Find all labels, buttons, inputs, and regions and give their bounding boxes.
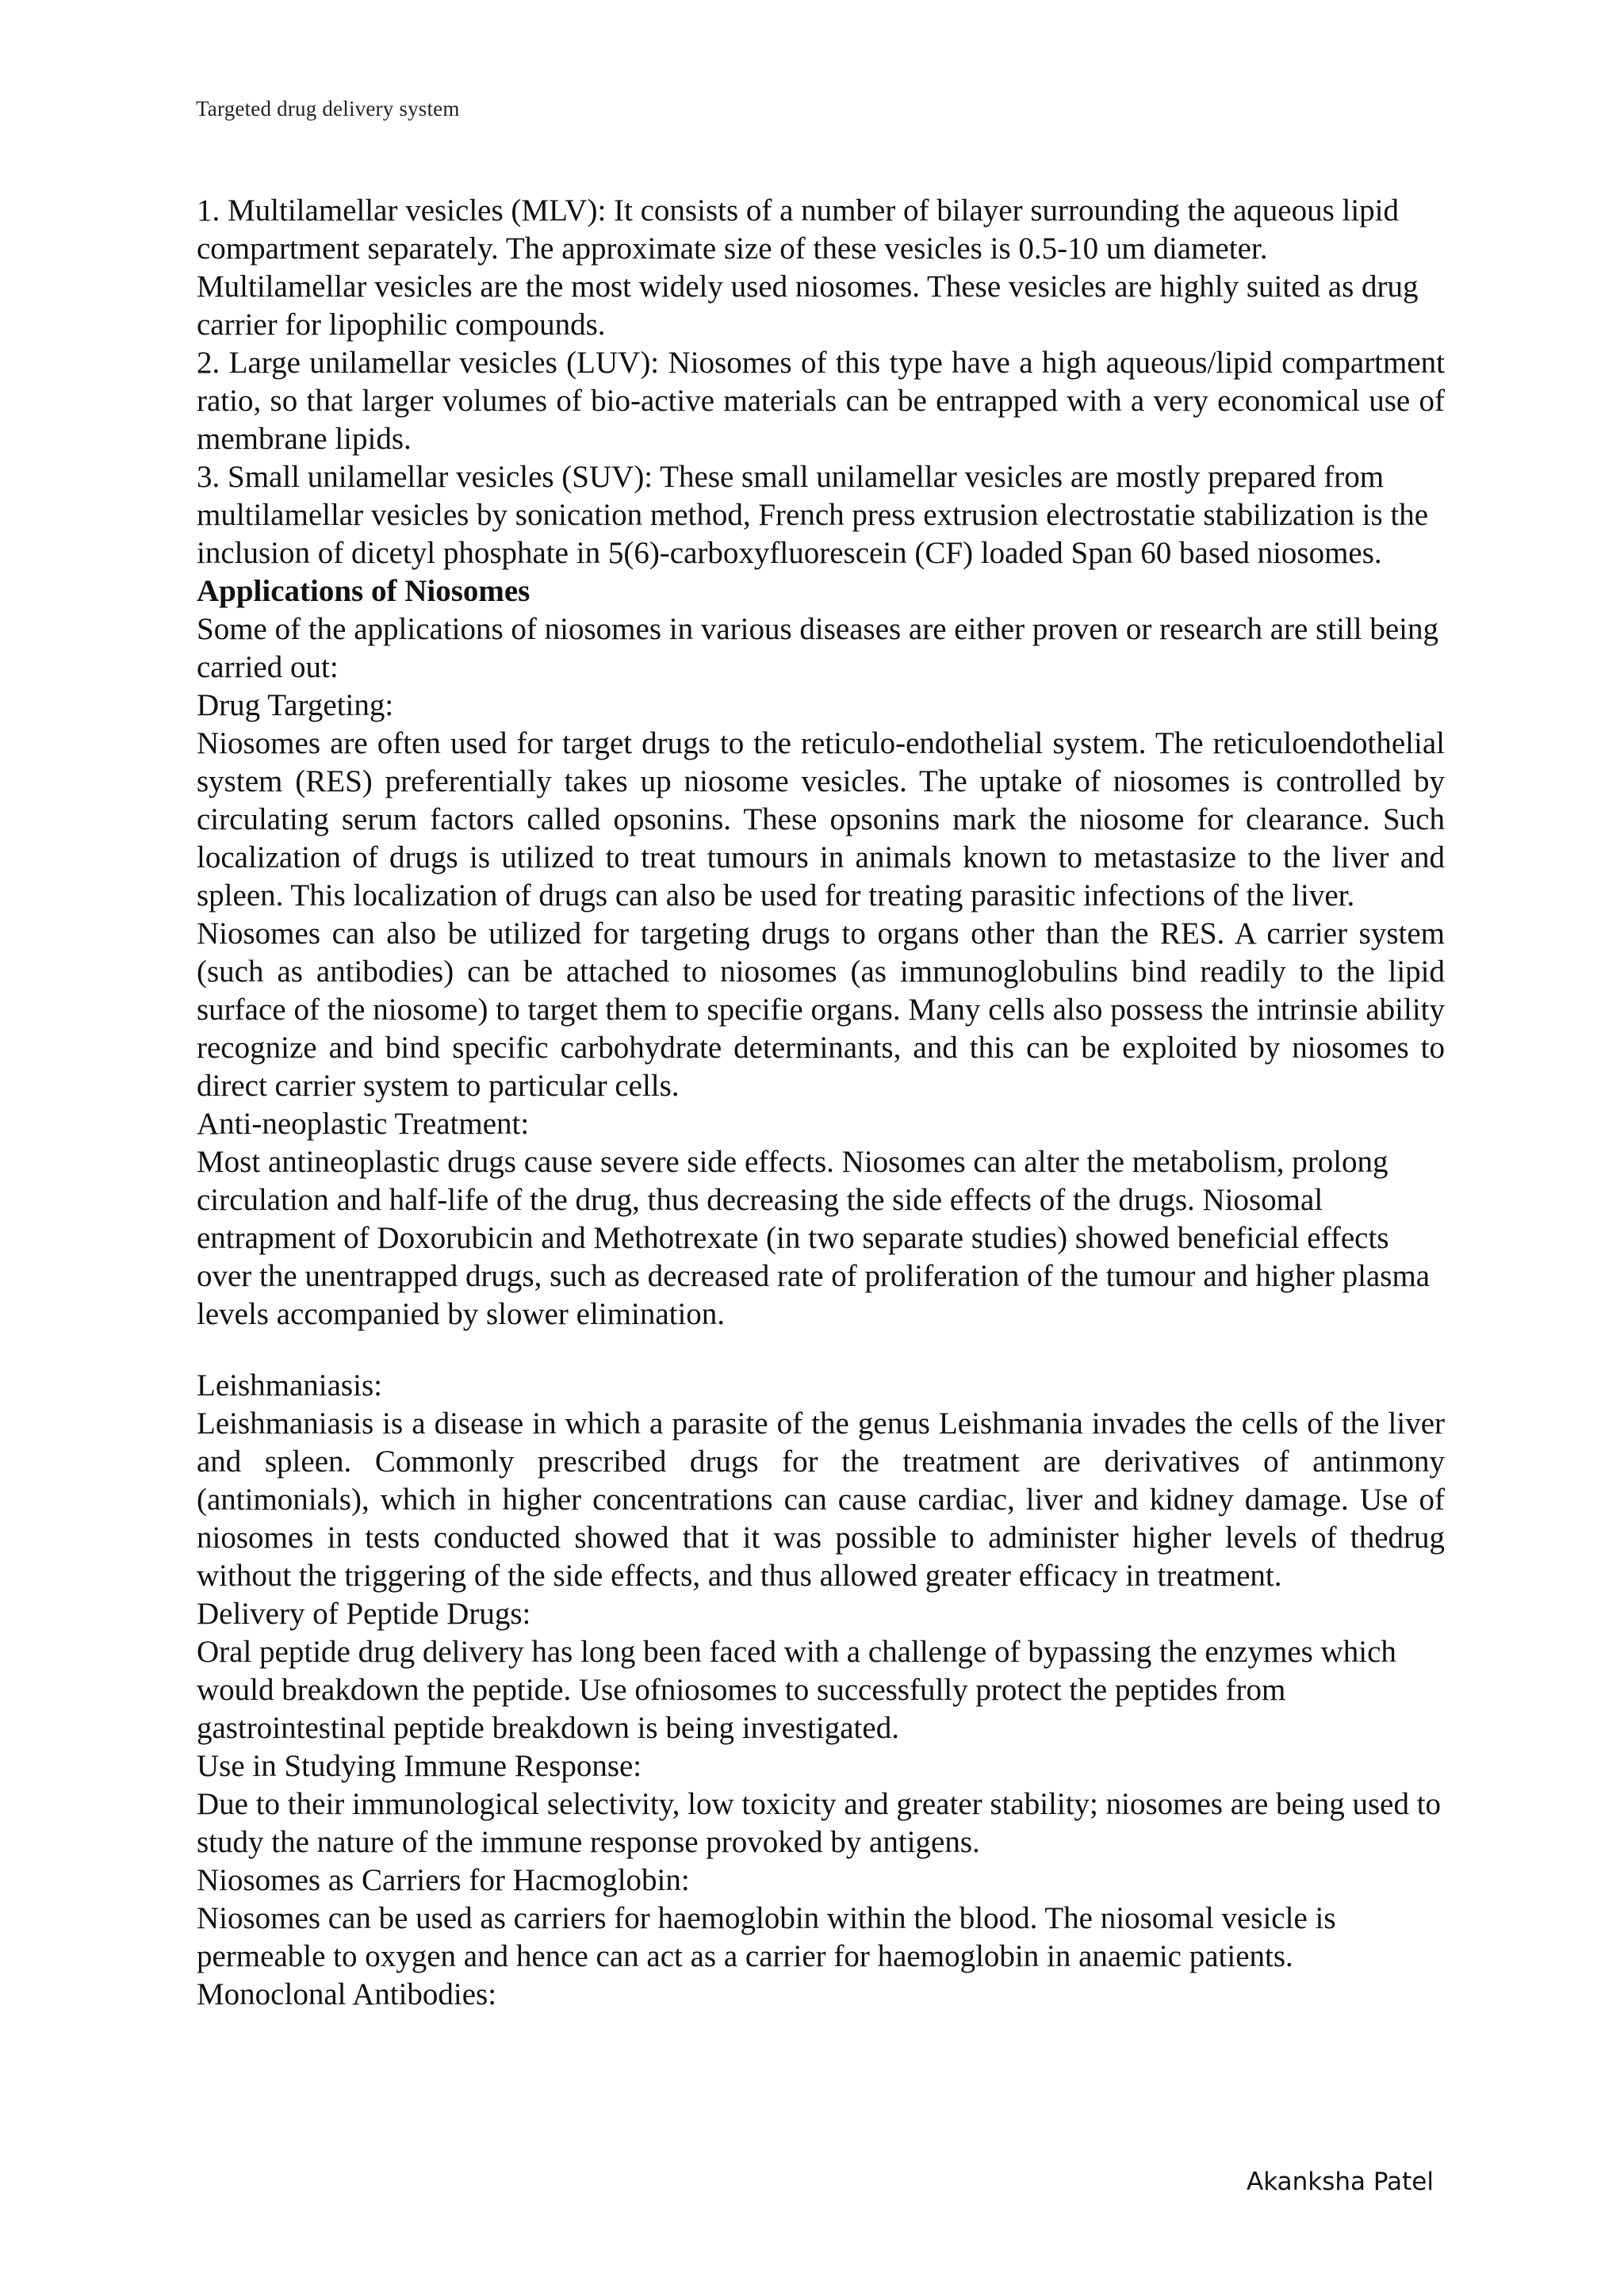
section-heading-applications: Applications of Niosomes: [197, 574, 530, 608]
paragraph-immune-response: Due to their immunological selectivity, low toxicity and greater stability; niosomes are being used to study the nature of the immune response provoked by antigens.: [197, 1787, 1442, 1859]
paragraph-drug-targeting-2: Niosomes can also be utilized for targeting drugs to organs other than the RES. A carrier system (such as antibodies) can be attached to niosomes (as immunoglobulins bind readily to the lipid surface of the niosome) to target them to specifie organs. Many cells also possess the intrinsie ability recognize and bind specific carbohydrate determinants, and this can be exploited by niosomes to direct carrier system to particular cells.: [197, 916, 1445, 1103]
running-header: Targeted drug delivery system: [196, 97, 460, 121]
subheading-leishmaniasis: Leishmaniasis:: [197, 1368, 382, 1402]
paragraph-suv: 3. Small unilamellar vesicles (SUV): These small unilamellar vesicles are mostly prepared from multilamellar vesicles by sonication method, French press extrusion electrostatie stabilization is the inclusion of dicetyl phosphate in 5(6)-carboxyfluorescein (CF) loaded Span 60 based niosomes.: [197, 460, 1429, 570]
paragraph-anti-neoplastic: Most antineoplastic drugs cause severe side effects. Niosomes can alter the metabolism, prolong circulation and half-life of the drug, thus decreasing the side effects of the drugs. Niosomal entrapment of Doxorubicin and Methotrexate (in two separate studies) showed beneficial effects over the unentrapped drugs, such as decreased rate of proliferation of the tumour and higher plasma levels accompanied by slower elimination.: [197, 1145, 1431, 1331]
subheading-haemoglobin-carriers: Niosomes as Carriers for Hacmoglobin:: [197, 1863, 690, 1897]
paragraph-mlv: 1. Multilamellar vesicles (MLV): It consists of a number of bilayer surrounding the aqueous lipid compartment separately. The approximate size of these vesicles is 0.5-10 um diameter. Multilamellar vesicles are the most widely used niosomes. These vesicles are highly suited as drug carrier for lipophilic compounds.: [197, 193, 1419, 342]
paragraph-applications-intro: Some of the applications of niosomes in various diseases are either proven or research are still being carried out:: [197, 612, 1439, 684]
paragraph-drug-targeting-1: Niosomes are often used for target drugs to the reticulo-endothelial system. The reticuloendothelial system (RES) preferentially takes up niosome vesicles. The uptake of niosomes is controlled by circulating serum factors called opsonins. These opsonins mark the niosome for clearance. Such localization of drugs is utilized to treat tumours in animals known to metastasize to the liver and spleen. This localization of drugs can also be used for treating parasitic infections of the liver.: [197, 726, 1445, 913]
footer-author: Akanksha Patel: [1247, 2168, 1434, 2196]
paragraph-peptide-drugs: Oral peptide drug delivery has long been faced with a challenge of bypassing the enzymes which would breakdown the peptide. Use ofniosomes to successfully protect the peptides from gastrointestinal peptide breakdown is being investigated.: [197, 1635, 1396, 1745]
subheading-drug-targeting: Drug Targeting:: [197, 688, 394, 722]
body-text: [197, 192, 1445, 2014]
subheading-anti-neoplastic: Anti-neoplastic Treatment:: [197, 1107, 530, 1141]
subheading-monoclonal-antibodies: Monoclonal Antibodies:: [197, 1977, 497, 2011]
paragraph-leishmaniasis: Leishmaniasis is a disease in which a parasite of the genus Leishmania invades the cells of the liver and spleen. Commonly prescribed drugs for the treatment are derivatives of antinmony (antimonials), which in higher concentrations can cause cardiac, liver and kidney damage. Use of niosomes in tests conducted showed that it was possible to administer higher levels of thedrug without the triggering of the side effects, and thus allowed greater efficacy in treatment.: [197, 1406, 1445, 1593]
subheading-immune-response: Use in Studying Immune Response:: [197, 1749, 642, 1783]
paragraph-luv: 2. Large unilamellar vesicles (LUV): Niosomes of this type have a high aqueous/lipid compartment ratio, so that larger volumes of bio-active materials can be entrapped with a very economical use of membrane lipids.: [197, 346, 1445, 456]
paragraph-haemoglobin-carriers: Niosomes can be used as carriers for haemoglobin within the blood. The niosomal vesicle is permeable to oxygen and hence can act as a carrier for haemoglobin in anaemic patients.: [197, 1901, 1336, 1973]
subheading-peptide-drugs: Delivery of Peptide Drugs:: [197, 1597, 531, 1631]
